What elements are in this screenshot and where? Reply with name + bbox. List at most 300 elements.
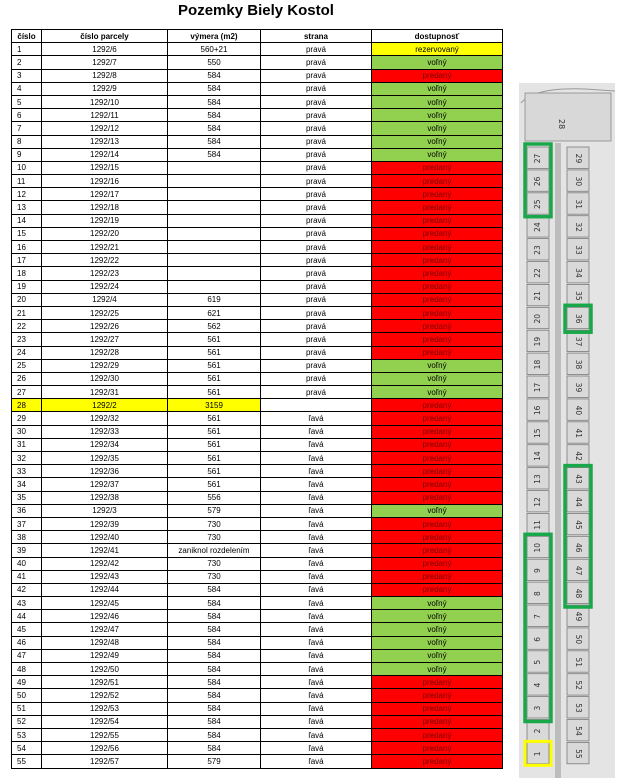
map-plot-left-label: 3 <box>533 705 542 711</box>
parcel-number-cell: 1292/45 <box>42 597 168 610</box>
area-cell <box>168 188 261 201</box>
map-plot-left-label: 8 <box>533 591 542 596</box>
area-cell: 584 <box>168 649 261 662</box>
table-row <box>12 214 503 227</box>
area-cell: 584 <box>168 610 261 623</box>
side-cell: ľavá <box>261 649 372 662</box>
side-cell: pravá <box>261 175 372 188</box>
parcel-number-cell: 1292/15 <box>42 161 168 174</box>
map-plot-left-label: 16 <box>533 405 542 416</box>
status-cell: predaný <box>372 399 503 412</box>
map-plot-left-label: 25 <box>533 199 542 210</box>
map-plot-right-label: 43 <box>574 474 583 484</box>
table-row <box>12 649 503 662</box>
map-plot-left-label: 19 <box>533 336 542 347</box>
table-header-row <box>12 30 503 43</box>
parcel-number-cell: 1292/17 <box>42 188 168 201</box>
area-cell: 584 <box>168 636 261 649</box>
map-plot-right-label: 40 <box>574 405 583 416</box>
map-plot-right-label: 35 <box>574 291 583 301</box>
map-plot-right-label: 42 <box>574 451 583 461</box>
area-cell: 730 <box>168 570 261 583</box>
parcel-number-cell: 1292/37 <box>42 478 168 491</box>
side-cell: ľavá <box>261 610 372 623</box>
area-cell: 579 <box>168 755 261 768</box>
map-plot-left-label: 18 <box>533 359 542 370</box>
area-cell: 561 <box>168 359 261 372</box>
side-cell: ľavá <box>261 636 372 649</box>
status-cell: voľný <box>372 649 503 662</box>
status-cell: voľný <box>372 597 503 610</box>
plot-number-cell: 45 <box>12 623 42 636</box>
map-plot-left-label: 23 <box>533 245 542 255</box>
side-cell: pravá <box>261 109 372 122</box>
area-cell: 730 <box>168 557 261 570</box>
status-cell: predaný <box>372 161 503 174</box>
table-row <box>12 689 503 702</box>
table-row <box>12 306 503 319</box>
area-cell: 561 <box>168 372 261 385</box>
area-cell: 584 <box>168 715 261 728</box>
header-area: výmera (m2) <box>168 30 261 43</box>
map-plot-right-label: 46 <box>574 542 583 553</box>
plot-number-cell: 13 <box>12 201 42 214</box>
area-cell: 561 <box>168 346 261 359</box>
area-cell: 561 <box>168 465 261 478</box>
area-cell: 561 <box>168 412 261 425</box>
plot-number-cell: 27 <box>12 386 42 399</box>
side-cell: ľavá <box>261 676 372 689</box>
plot-number-cell: 26 <box>12 372 42 385</box>
table-row <box>12 201 503 214</box>
parcel-number-cell: 1292/34 <box>42 438 168 451</box>
status-cell: predaný <box>372 412 503 425</box>
parcel-number-cell: 1292/16 <box>42 175 168 188</box>
header-parcel: číslo parcely <box>42 30 168 43</box>
area-cell: 584 <box>168 122 261 135</box>
side-cell: pravá <box>261 82 372 95</box>
side-cell: pravá <box>261 241 372 254</box>
map-plot-left-label: 27 <box>533 153 542 164</box>
status-cell: predaný <box>372 320 503 333</box>
plot-number-cell: 15 <box>12 227 42 240</box>
side-cell: pravá <box>261 214 372 227</box>
status-cell: predaný <box>372 188 503 201</box>
status-cell: predaný <box>372 452 503 465</box>
table-row <box>12 148 503 161</box>
table-row <box>12 82 503 95</box>
table-row <box>12 280 503 293</box>
area-cell: 584 <box>168 676 261 689</box>
plot-number-cell: 22 <box>12 320 42 333</box>
table-row <box>12 386 503 399</box>
table-row <box>12 715 503 728</box>
map-plot-right-label: 48 <box>574 588 583 599</box>
parcel-number-cell: 1292/56 <box>42 742 168 755</box>
plot-number-cell: 38 <box>12 531 42 544</box>
parcel-number-cell: 1292/49 <box>42 649 168 662</box>
parcel-number-cell: 1292/35 <box>42 452 168 465</box>
side-cell: ľavá <box>261 755 372 768</box>
table-row <box>12 544 503 557</box>
page-title: Pozemky Biely Kostol <box>178 2 334 19</box>
status-cell: predaný <box>372 69 503 82</box>
status-cell: voľný <box>372 56 503 69</box>
table-row <box>12 597 503 610</box>
side-cell: ľavá <box>261 425 372 438</box>
parcel-number-cell: 1292/3 <box>42 504 168 517</box>
table-row <box>12 504 503 517</box>
status-cell: predaný <box>372 293 503 306</box>
table-row <box>12 254 503 267</box>
plot-number-cell: 40 <box>12 557 42 570</box>
plot-map-svg <box>515 83 618 778</box>
area-cell: 560+21 <box>168 43 261 56</box>
parcel-number-cell: 1292/39 <box>42 517 168 530</box>
side-cell: ľavá <box>261 663 372 676</box>
plot-number-cell: 29 <box>12 412 42 425</box>
plot-28-label: 28 <box>557 119 566 130</box>
parcel-number-cell: 1292/52 <box>42 689 168 702</box>
side-cell: pravá <box>261 69 372 82</box>
status-cell: predaný <box>372 280 503 293</box>
table-row <box>12 293 503 306</box>
parcel-number-cell: 1292/47 <box>42 623 168 636</box>
plot-map <box>515 83 618 778</box>
parcel-number-cell: 1292/22 <box>42 254 168 267</box>
status-cell: voľný <box>372 386 503 399</box>
plot-number-cell: 3 <box>12 69 42 82</box>
side-cell: ľavá <box>261 452 372 465</box>
area-cell: 561 <box>168 438 261 451</box>
map-plot-left-label: 5 <box>533 659 542 665</box>
table-row <box>12 702 503 715</box>
parcel-number-cell: 1292/48 <box>42 636 168 649</box>
parcel-number-cell: 1292/14 <box>42 148 168 161</box>
parcel-number-cell: 1292/25 <box>42 306 168 319</box>
parcel-number-cell: 1292/57 <box>42 755 168 768</box>
map-plot-right-label: 36 <box>574 313 583 324</box>
plot-number-cell: 53 <box>12 728 42 741</box>
status-cell: voľný <box>372 122 503 135</box>
map-plot-right-label: 34 <box>574 268 583 278</box>
table-row <box>12 399 503 412</box>
plot-number-cell: 10 <box>12 161 42 174</box>
status-cell: voľný <box>372 636 503 649</box>
table-row <box>12 43 503 56</box>
side-cell: pravá <box>261 43 372 56</box>
map-plot-right-label: 45 <box>574 520 583 530</box>
table-row <box>12 742 503 755</box>
side-cell: pravá <box>261 359 372 372</box>
parcel-number-cell: 1292/8 <box>42 69 168 82</box>
status-cell: predaný <box>372 728 503 741</box>
side-cell: pravá <box>261 386 372 399</box>
status-cell: predaný <box>372 201 503 214</box>
map-plot-right-label: 51 <box>574 657 583 668</box>
side-cell: ľavá <box>261 531 372 544</box>
map-plot-left-label: 13 <box>533 474 542 484</box>
area-cell: 584 <box>168 109 261 122</box>
parcel-number-cell: 1292/24 <box>42 280 168 293</box>
plot-number-cell: 46 <box>12 636 42 649</box>
status-cell: predaný <box>372 425 503 438</box>
map-plot-right-label: 50 <box>574 634 583 645</box>
side-cell: pravá <box>261 293 372 306</box>
plot-number-cell: 42 <box>12 583 42 596</box>
parcel-number-cell: 1292/32 <box>42 412 168 425</box>
plot-number-cell: 17 <box>12 254 42 267</box>
status-cell: predaný <box>372 531 503 544</box>
status-cell: predaný <box>372 715 503 728</box>
parcel-number-cell: 1292/38 <box>42 491 168 504</box>
map-plot-left-label: 17 <box>533 382 542 393</box>
side-cell: pravá <box>261 95 372 108</box>
map-plot-right-label: 29 <box>574 153 583 164</box>
header-side: strana <box>261 30 372 43</box>
plots-table <box>11 29 503 769</box>
area-cell: 730 <box>168 531 261 544</box>
parcel-number-cell: 1292/46 <box>42 610 168 623</box>
area-cell: 584 <box>168 689 261 702</box>
parcel-number-cell: 1292/12 <box>42 122 168 135</box>
status-cell: predaný <box>372 478 503 491</box>
parcel-number-cell: 1292/2 <box>42 399 168 412</box>
map-plot-left-label: 1 <box>533 751 542 757</box>
side-cell: pravá <box>261 161 372 174</box>
side-cell: pravá <box>261 254 372 267</box>
plot-number-cell: 44 <box>12 610 42 623</box>
plot-number-cell: 33 <box>12 465 42 478</box>
parcel-number-cell: 1292/43 <box>42 570 168 583</box>
side-cell: ľavá <box>261 438 372 451</box>
plot-number-cell: 2 <box>12 56 42 69</box>
map-plot-left-label: 21 <box>533 291 542 301</box>
status-cell: voľný <box>372 359 503 372</box>
table-row <box>12 755 503 768</box>
plot-number-cell: 48 <box>12 663 42 676</box>
status-cell: predaný <box>372 175 503 188</box>
map-plot-right-label: 33 <box>574 245 583 255</box>
side-cell: ľavá <box>261 570 372 583</box>
table-row <box>12 188 503 201</box>
map-plot-right-label: 53 <box>574 703 583 713</box>
status-cell: predaný <box>372 583 503 596</box>
area-cell: 584 <box>168 135 261 148</box>
table-row <box>12 412 503 425</box>
area-cell: 584 <box>168 623 261 636</box>
status-cell: predaný <box>372 570 503 583</box>
plot-number-cell: 16 <box>12 241 42 254</box>
table-row <box>12 109 503 122</box>
status-cell: voľný <box>372 148 503 161</box>
side-cell: pravá <box>261 346 372 359</box>
plot-number-cell: 9 <box>12 148 42 161</box>
parcel-number-cell: 1292/27 <box>42 333 168 346</box>
map-plot-right-label: 44 <box>574 497 583 507</box>
area-cell: 584 <box>168 69 261 82</box>
side-cell: ľavá <box>261 478 372 491</box>
status-cell: predaný <box>372 254 503 267</box>
side-cell: pravá <box>261 122 372 135</box>
map-plot-left-label: 9 <box>533 568 542 574</box>
area-cell <box>168 175 261 188</box>
status-cell: predaný <box>372 755 503 768</box>
map-plot-left-label: 14 <box>533 451 542 461</box>
plot-number-cell: 7 <box>12 122 42 135</box>
side-cell: pravá <box>261 135 372 148</box>
side-cell: ľavá <box>261 544 372 557</box>
plot-number-cell: 19 <box>12 280 42 293</box>
parcel-number-cell: 1292/18 <box>42 201 168 214</box>
area-cell <box>168 280 261 293</box>
header-number: číslo <box>12 30 42 43</box>
area-cell: 579 <box>168 504 261 517</box>
plot-number-cell: 39 <box>12 544 42 557</box>
plot-number-cell: 12 <box>12 188 42 201</box>
parcel-number-cell: 1292/29 <box>42 359 168 372</box>
plot-number-cell: 25 <box>12 359 42 372</box>
map-plot-right-label: 37 <box>574 336 583 347</box>
side-cell: ľavá <box>261 491 372 504</box>
table-row <box>12 69 503 82</box>
parcel-number-cell: 1292/9 <box>42 82 168 95</box>
area-cell: 562 <box>168 320 261 333</box>
area-cell: 3159 <box>168 399 261 412</box>
side-cell: pravá <box>261 227 372 240</box>
area-cell: 561 <box>168 478 261 491</box>
table-row <box>12 531 503 544</box>
plot-number-cell: 43 <box>12 597 42 610</box>
area-cell: 619 <box>168 293 261 306</box>
status-cell: predaný <box>372 702 503 715</box>
plot-number-cell: 31 <box>12 438 42 451</box>
plot-number-cell: 18 <box>12 267 42 280</box>
area-cell: 584 <box>168 148 261 161</box>
status-cell: predaný <box>372 306 503 319</box>
plot-number-cell: 35 <box>12 491 42 504</box>
plot-number-cell: 21 <box>12 306 42 319</box>
table-row <box>12 517 503 530</box>
area-cell: 561 <box>168 386 261 399</box>
side-cell: pravá <box>261 148 372 161</box>
header-availability: dostupnosť <box>372 30 503 43</box>
status-cell: voľný <box>372 663 503 676</box>
status-cell: predaný <box>372 676 503 689</box>
plot-number-cell: 5 <box>12 95 42 108</box>
map-plot-left-label: 4 <box>533 682 542 688</box>
parcel-number-cell: 1292/36 <box>42 465 168 478</box>
map-plot-left-label: 10 <box>533 542 542 553</box>
status-cell: predaný <box>372 544 503 557</box>
map-plot-left-label: 11 <box>533 520 542 530</box>
status-cell: predaný <box>372 557 503 570</box>
status-cell: predaný <box>372 517 503 530</box>
map-plot-left-label: 6 <box>533 636 542 642</box>
table-row <box>12 636 503 649</box>
plot-number-cell: 14 <box>12 214 42 227</box>
parcel-number-cell: 1292/53 <box>42 702 168 715</box>
map-plot-left-label: 24 <box>533 222 542 232</box>
side-cell: pravá <box>261 280 372 293</box>
plot-number-cell: 37 <box>12 517 42 530</box>
table-row <box>12 320 503 333</box>
side-cell: ľavá <box>261 728 372 741</box>
side-cell: pravá <box>261 267 372 280</box>
table-body <box>12 43 503 768</box>
plot-number-cell: 49 <box>12 676 42 689</box>
plot-number-cell: 41 <box>12 570 42 583</box>
side-cell <box>261 399 372 412</box>
map-plot-right-label: 30 <box>574 176 583 187</box>
area-cell: 561 <box>168 452 261 465</box>
plot-number-cell: 23 <box>12 333 42 346</box>
parcel-number-cell: 1292/19 <box>42 214 168 227</box>
status-cell: rezervovaný <box>372 43 503 56</box>
table-row <box>12 372 503 385</box>
table-row <box>12 227 503 240</box>
map-plot-right-label: 47 <box>574 565 583 576</box>
parcel-number-cell: 1292/42 <box>42 557 168 570</box>
map-plot-right-label: 41 <box>574 428 583 439</box>
status-cell: voľný <box>372 372 503 385</box>
table-row <box>12 56 503 69</box>
table-row <box>12 346 503 359</box>
status-cell: predaný <box>372 267 503 280</box>
map-plot-right-label: 52 <box>574 680 583 690</box>
status-cell: predaný <box>372 346 503 359</box>
table-row <box>12 663 503 676</box>
area-cell: 550 <box>168 56 261 69</box>
map-plot-left-label: 2 <box>533 728 542 734</box>
plot-number-cell: 52 <box>12 715 42 728</box>
plot-number-cell: 4 <box>12 82 42 95</box>
map-plot-left-label: 12 <box>533 497 542 507</box>
area-cell: 730 <box>168 517 261 530</box>
status-cell: predaný <box>372 491 503 504</box>
table-row <box>12 175 503 188</box>
area-cell: 584 <box>168 742 261 755</box>
plot-number-cell: 36 <box>12 504 42 517</box>
map-plot-right-label: 32 <box>574 222 583 232</box>
side-cell: ľavá <box>261 504 372 517</box>
status-cell: predaný <box>372 333 503 346</box>
area-cell: 584 <box>168 597 261 610</box>
parcel-number-cell: 1292/55 <box>42 728 168 741</box>
area-cell: 556 <box>168 491 261 504</box>
plot-number-cell: 32 <box>12 452 42 465</box>
parcel-number-cell: 1292/21 <box>42 241 168 254</box>
side-cell: ľavá <box>261 412 372 425</box>
table-row <box>12 135 503 148</box>
area-cell <box>168 161 261 174</box>
status-cell: predaný <box>372 227 503 240</box>
table-row <box>12 676 503 689</box>
area-cell <box>168 241 261 254</box>
side-cell: pravá <box>261 306 372 319</box>
table-row <box>12 491 503 504</box>
side-cell: pravá <box>261 188 372 201</box>
table-row <box>12 570 503 583</box>
parcel-number-cell: 1292/30 <box>42 372 168 385</box>
side-cell: pravá <box>261 56 372 69</box>
side-cell: ľavá <box>261 465 372 478</box>
plot-28 <box>525 93 611 141</box>
plot-number-cell: 30 <box>12 425 42 438</box>
table-row <box>12 465 503 478</box>
status-cell: voľný <box>372 95 503 108</box>
table-row <box>12 122 503 135</box>
